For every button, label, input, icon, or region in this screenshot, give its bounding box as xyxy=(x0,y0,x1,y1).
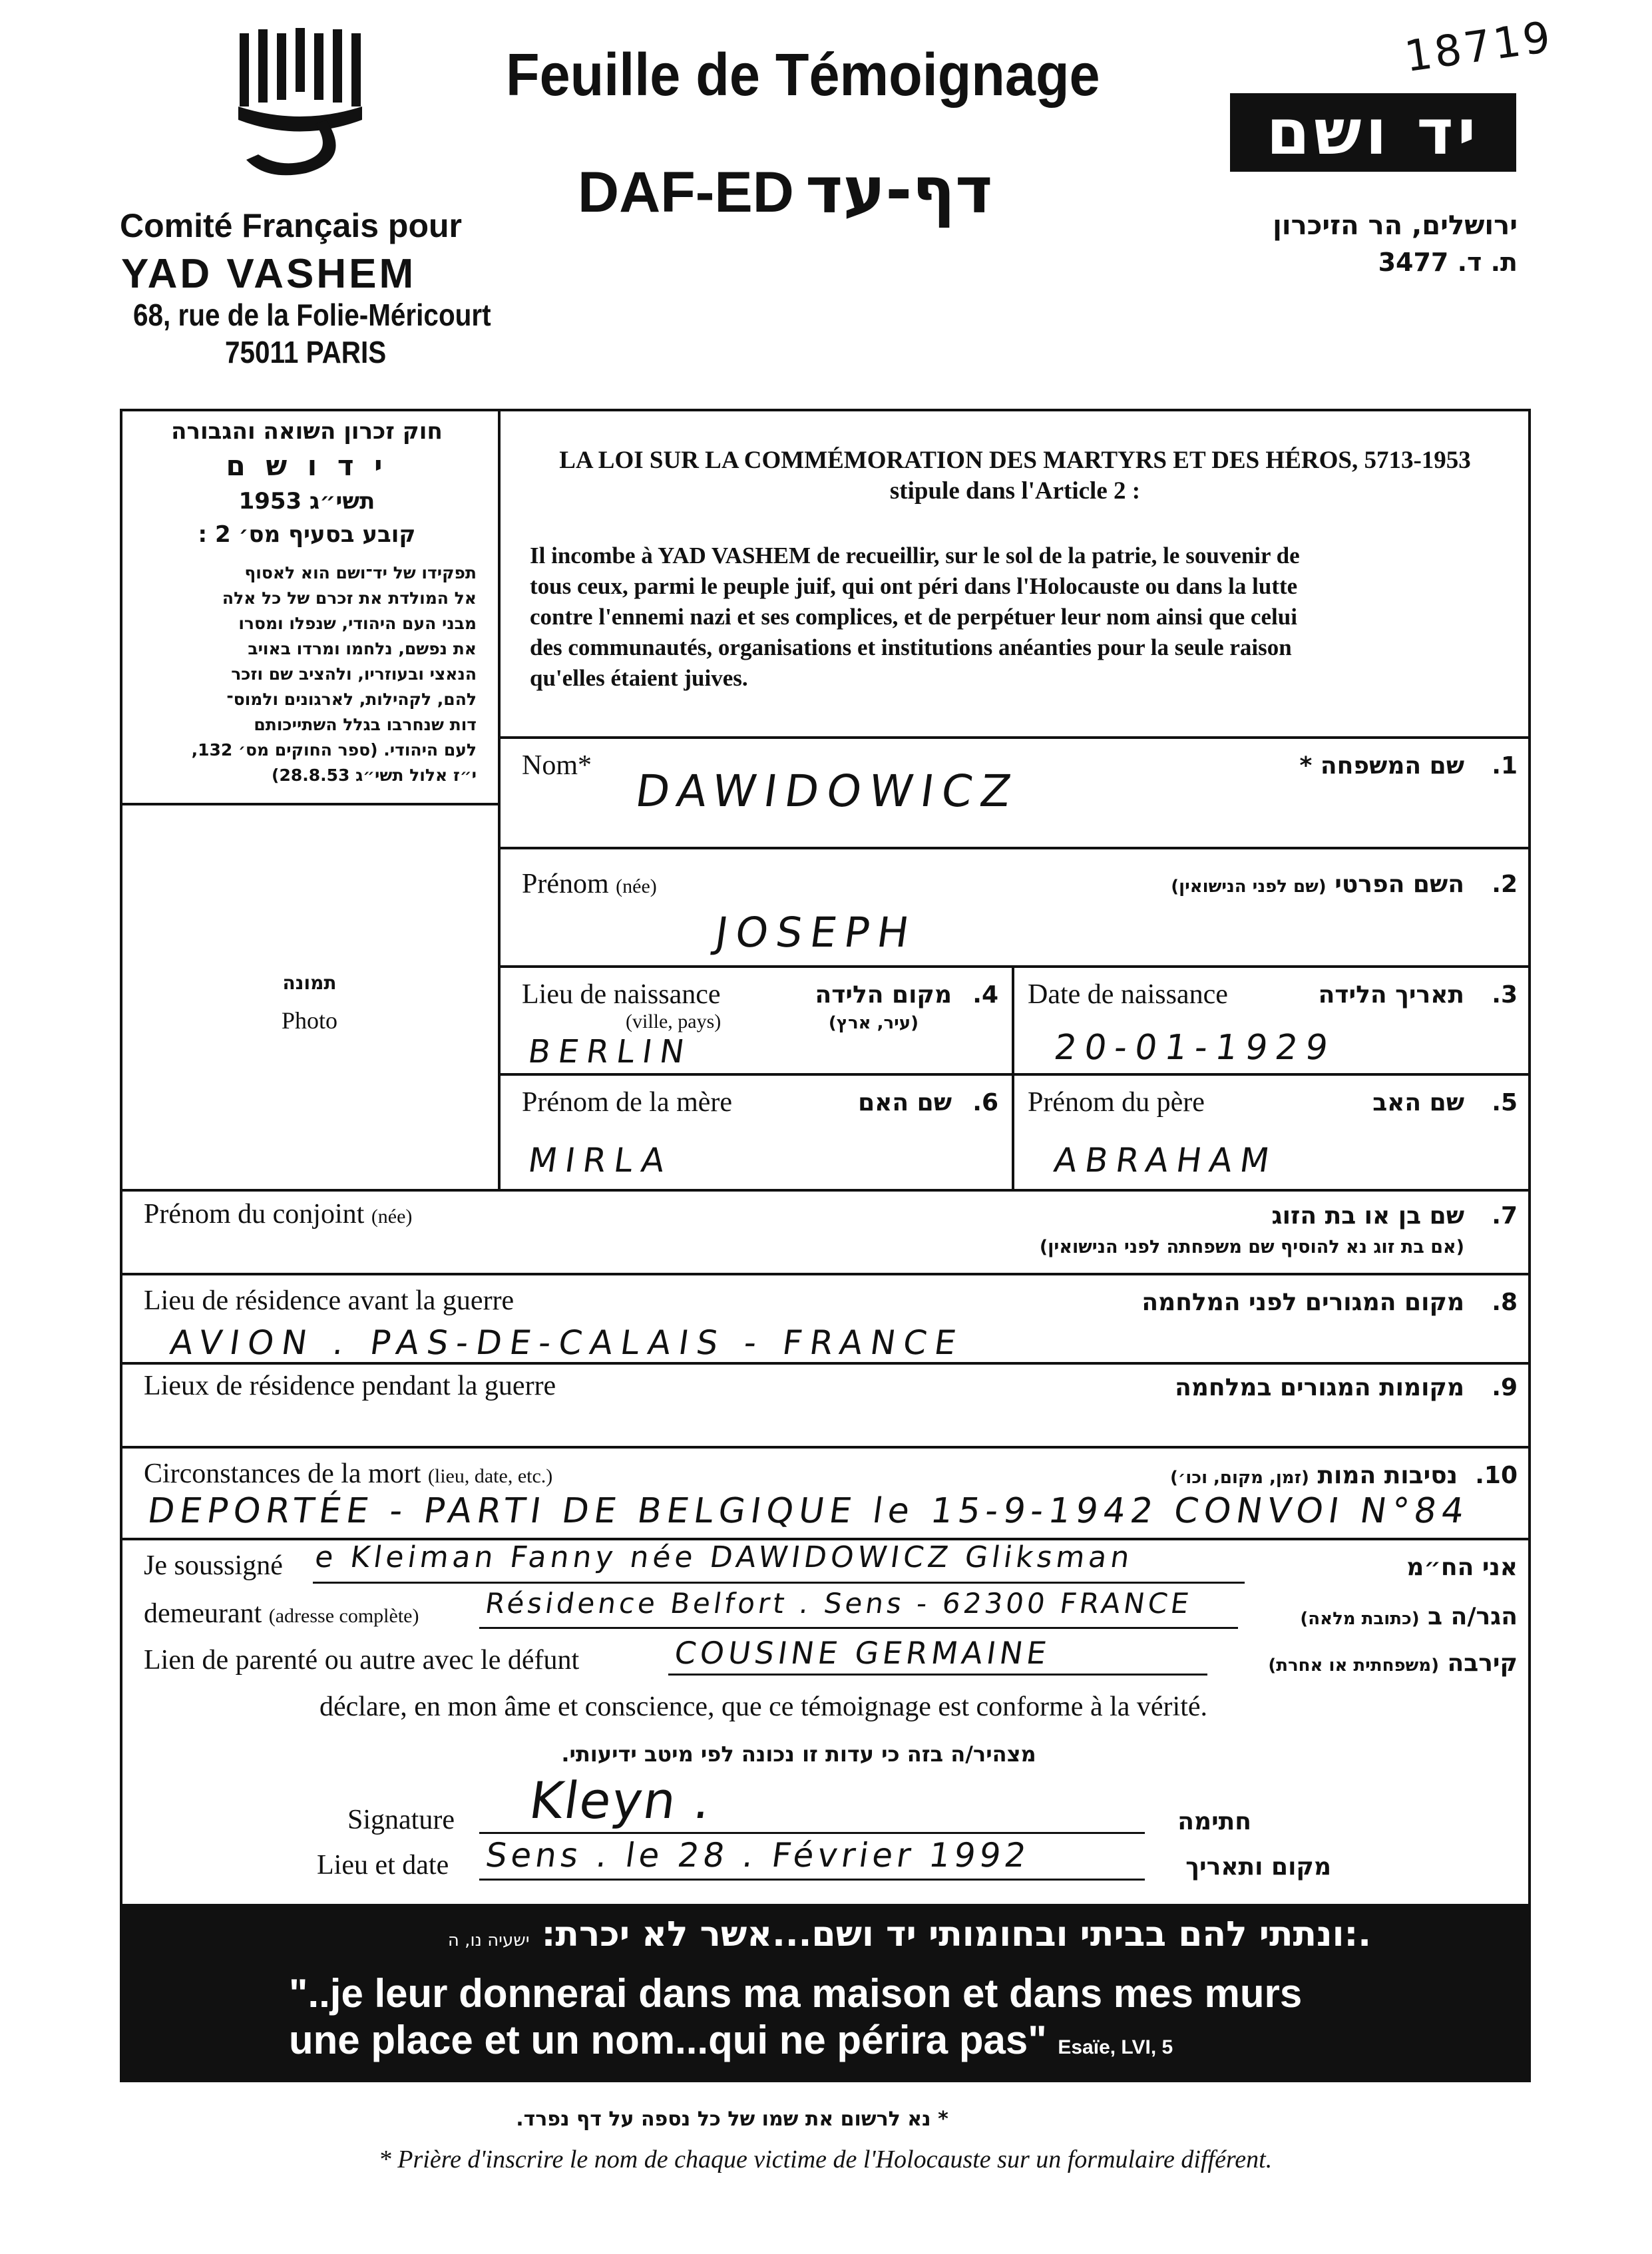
form-title: Feuille de Témoignage xyxy=(506,42,1100,109)
signature-hebrew: חתימה xyxy=(1177,1808,1251,1835)
field-9-hebrew-label: מקומות המגורים במלחמה xyxy=(1175,1374,1464,1401)
declaration-hebrew: מצהיר/ה בזה כי עדות זו נכונה לפי מיטב ידיעותי. xyxy=(561,1741,1036,1767)
lieu-date-line xyxy=(479,1879,1145,1881)
law-hebrew-body xyxy=(130,561,483,788)
photo-label: Photo xyxy=(281,1007,338,1034)
law-hebrew-body-line: הנאצי ובעוזריו, ולהציב שם וזכר xyxy=(231,664,477,684)
demeurant-hebrew xyxy=(1238,1603,1518,1630)
law-hebrew-body-line: מבני העם היהודי, שנפלו ומסרו xyxy=(238,614,477,633)
law-french-subtitle: stipule dans l'Article 2 : xyxy=(889,477,1141,505)
lien-value[interactable]: COUSINE GERMAINE xyxy=(672,1635,1053,1671)
law-hebrew-line2: י ד ו ש ם xyxy=(226,449,388,482)
law-box-hebrew xyxy=(130,415,483,788)
banner-hebrew-quote-text: .:ונתתי להם בביתי ובחומותי יד ושם...אשר לא יכרת: xyxy=(541,1915,1371,1954)
field-7-hebrew-small: (אם בת זוג נא להוסיף שם משפחתה לפני הנישואין) xyxy=(1039,1237,1464,1257)
field-7-label xyxy=(144,1198,412,1230)
law-hebrew-body-line: את נפשם, נלחמו ומרדו באויב xyxy=(248,639,477,658)
field-10-hebrew-small: (זמן, מקום, וכו׳) xyxy=(1170,1468,1309,1488)
menorah-logo-icon xyxy=(226,27,373,180)
soussigne-line xyxy=(313,1582,1245,1584)
field-1-value[interactable]: DAWIDOWICZ xyxy=(632,766,1022,817)
law-french-body xyxy=(530,541,1515,694)
committee-line1: Comité Français pour xyxy=(120,207,462,244)
law-hebrew-line3: תשי״ג 1953 xyxy=(238,488,375,515)
soussigne-value[interactable]: e Kleiman Fanny née DAWIDOWICZ Gliksman xyxy=(313,1540,1136,1574)
demeurant-label-text: demeurant xyxy=(144,1598,262,1629)
field-2-hebrew-text: השם הפרטי xyxy=(1335,871,1464,898)
law-french-body-line: des communautés, organisations et institutions anéanties pour la seule raison xyxy=(530,634,1292,660)
lieu-date-hebrew: מקום ותאריך xyxy=(1185,1853,1331,1881)
field-5-number: .5 xyxy=(1492,1089,1518,1116)
field-6-number: .6 xyxy=(972,1089,998,1116)
field-6-hebrew-label: שם האם xyxy=(858,1089,952,1116)
field-7-label-small: (née) xyxy=(371,1206,413,1228)
document-number: 18719 xyxy=(1401,12,1556,83)
field-7-hebrew-label: שם בן או בת הזוג xyxy=(1271,1202,1464,1230)
photo-hebrew-label: תמונה xyxy=(282,972,337,994)
daf-ed-latin: DAF-ED xyxy=(578,160,794,224)
field-10-label-small: (lieu, date, etc.) xyxy=(427,1465,553,1487)
signature-value[interactable]: Kleyn . xyxy=(526,1771,716,1830)
field-2-hebrew-label xyxy=(1065,871,1464,898)
law-hebrew-body-line: י״ז אלול תשי״ג 28.8.53) xyxy=(272,766,477,785)
footer-hebrew: * נא לרשום את שמו של כל נספה על דף נפרד. xyxy=(516,2108,948,2131)
po-box-hebrew: ת. ד. 3477 xyxy=(1378,248,1518,277)
field-2-value[interactable]: JOSEPH xyxy=(712,908,920,957)
field-10-label xyxy=(144,1458,552,1490)
law-hebrew-body-line: להם, לקהילות, לארגונים ולמוס־ xyxy=(226,690,477,709)
banner-hebrew-ref: ישעיה נו, ה xyxy=(447,1930,530,1950)
field-8-hebrew-label: מקום המגורים לפני המלחמה xyxy=(1141,1289,1464,1316)
field-5-value[interactable]: ABRAHAM xyxy=(1052,1141,1280,1180)
law-hebrew-body-line: לעם היהודי. (ספר החוקים מס׳ 132, xyxy=(191,740,477,760)
soussigne-hebrew: אני הח״מ xyxy=(1406,1554,1518,1581)
field-4-number: .4 xyxy=(972,981,998,1009)
quote-banner xyxy=(120,1904,1531,2082)
banner-hebrew-quote xyxy=(120,1915,1371,1954)
law-french-body-line: tous ceux, parmi le peuple juif, qui ont péri dans l'Holocauste ou dans la lutte xyxy=(530,573,1298,599)
field-6-value[interactable]: MIRLA xyxy=(526,1141,675,1180)
demeurant-value[interactable]: Résidence Belfort . Sens - 62300 FRANCE xyxy=(483,1587,1195,1620)
field-10-hebrew-label xyxy=(998,1462,1458,1489)
field-5-hebrew-label: שם האב xyxy=(1372,1089,1464,1116)
field-2-label-small: (née) xyxy=(616,875,657,897)
field-1-number: .1 xyxy=(1492,752,1518,780)
field-6-label: Prénom de la mère xyxy=(522,1087,733,1118)
law-french-body-line: Il incombe à YAD VASHEM de recueillir, sur le sol de la patrie, le souvenir de xyxy=(530,543,1300,568)
lien-hebrew xyxy=(1211,1650,1518,1677)
law-hebrew-body-line: אל המולדת את זכרם של כל אלה xyxy=(222,588,477,608)
demeurant-label xyxy=(144,1598,419,1630)
demeurant-line xyxy=(479,1627,1238,1629)
lien-hebrew-small: (משפחתית או אחרת) xyxy=(1268,1656,1439,1676)
footer-french: * Prière d'inscrire le nom de chaque victime de l'Holocauste sur un formulaire différent. xyxy=(378,2145,1273,2173)
demeurant-label-small: (adresse complète) xyxy=(268,1605,419,1627)
field-10-label-text: Circonstances de la mort xyxy=(144,1459,421,1489)
law-french-title: LA LOI SUR LA COMMÉMORATION DES MARTYRS ET DES HÉROS, 5713-1953 xyxy=(559,447,1471,474)
field-2-hebrew-small: (שם לפני הנישואין) xyxy=(1171,877,1327,897)
field-8-label: Lieu de résidence avant la guerre xyxy=(144,1285,515,1316)
field-4-value[interactable]: BERLIN xyxy=(526,1033,695,1070)
banner-french-line1: "..je leur donnerai dans ma maison et dans mes murs xyxy=(289,1971,1303,2016)
field-7-label-text: Prénom du conjoint xyxy=(144,1199,365,1230)
lieu-date-value[interactable]: Sens . le 28 . Février 1992 xyxy=(483,1836,1033,1875)
lien-hebrew-text: קירבה xyxy=(1447,1650,1518,1677)
committee-address: 68, rue de la Folie-Méricourt xyxy=(133,298,491,332)
demeurant-hebrew-small: (כתובת מלאה) xyxy=(1300,1609,1420,1629)
yad-vashem-logo-text: יד ושם xyxy=(1266,96,1480,169)
banner-french-ref: Esaïe, LVI, 5 xyxy=(1058,2036,1173,2058)
field-9-label: Lieux de résidence pendant la guerre xyxy=(144,1371,556,1401)
field-4-hebrew-small: (עיר, ארץ) xyxy=(828,1013,919,1033)
committee-city: 75011 PARIS xyxy=(225,335,387,369)
field-3-value[interactable]: 20-01-1929 xyxy=(1052,1028,1339,1068)
field-4-label: Lieu de naissance xyxy=(522,979,721,1010)
law-hebrew-body-line: תפקידו של יד־ושם הוא לאסוף xyxy=(244,563,477,582)
field-7-number: .7 xyxy=(1492,1202,1518,1230)
lien-line xyxy=(668,1674,1207,1676)
field-9-number: .9 xyxy=(1492,1374,1518,1401)
jerusalem-address-hebrew: ירושלים, הר הזיכרון xyxy=(1273,210,1518,241)
field-2-number: .2 xyxy=(1492,871,1518,898)
law-hebrew-line4: קובע בסעיף מס׳ 2 : xyxy=(198,521,416,548)
soussigne-label: Je soussigné xyxy=(144,1550,283,1581)
lieu-date-label: Lieu et date xyxy=(317,1850,449,1881)
field-10-value[interactable]: DEPORTÉE - PARTI DE BELGIQUE le 15-9-1942 CONVOI N°84 xyxy=(145,1491,1472,1531)
field-2-label-text: Prénom xyxy=(522,869,609,899)
daf-ed-hebrew: דף-עד xyxy=(805,153,993,228)
field-1-hebrew-label: שם המשפחה * xyxy=(1299,752,1464,780)
field-10-number: .10 xyxy=(1475,1462,1518,1489)
field-8-value[interactable]: AVION . PAS-DE-CALAIS - FRANCE xyxy=(168,1323,966,1362)
field-3-hebrew-label: תאריך הלידה xyxy=(1318,981,1464,1009)
banner-french-line2 xyxy=(289,2017,1173,2063)
law-french-body-line: qu'elles étaient juives. xyxy=(530,665,748,691)
field-4-label-small: (ville, pays) xyxy=(626,1011,722,1032)
field-4-hebrew-label: מקום הלידה xyxy=(815,981,952,1009)
banner-french-line2-text: une place et un nom...qui ne périra pas" xyxy=(289,2018,1047,2062)
field-8-number: .8 xyxy=(1492,1289,1518,1316)
field-10-hebrew-text: נסיבות המות xyxy=(1317,1462,1458,1489)
field-5-label: Prénom du père xyxy=(1028,1087,1205,1118)
committee-line2: YAD VASHEM xyxy=(121,251,417,297)
law-hebrew-body-line: דות שנחרבו בגלל השתייכותם xyxy=(254,715,477,734)
signature-label: Signature xyxy=(347,1805,455,1835)
demeurant-hebrew-text: הגר/ה ב xyxy=(1428,1603,1518,1630)
yad-vashem-logo xyxy=(1230,93,1516,172)
field-2-label xyxy=(522,868,657,900)
declaration-french: déclare, en mon âme et conscience, que ce témoignage est conforme à la vérité. xyxy=(319,1691,1208,1722)
signature-line xyxy=(479,1832,1145,1834)
law-hebrew-line1: חוק זכרון השואה והגבורה xyxy=(171,418,443,445)
law-french-body-line: contre l'ennemi nazi et ses complices, et de perpétuer leur nom ainsi que celui xyxy=(530,604,1297,630)
field-1-label: Nom* xyxy=(522,750,592,781)
field-3-number: .3 xyxy=(1492,981,1518,1009)
field-3-label: Date de naissance xyxy=(1028,979,1228,1010)
lien-label: Lien de parenté ou autre avec le défunt xyxy=(144,1645,580,1676)
